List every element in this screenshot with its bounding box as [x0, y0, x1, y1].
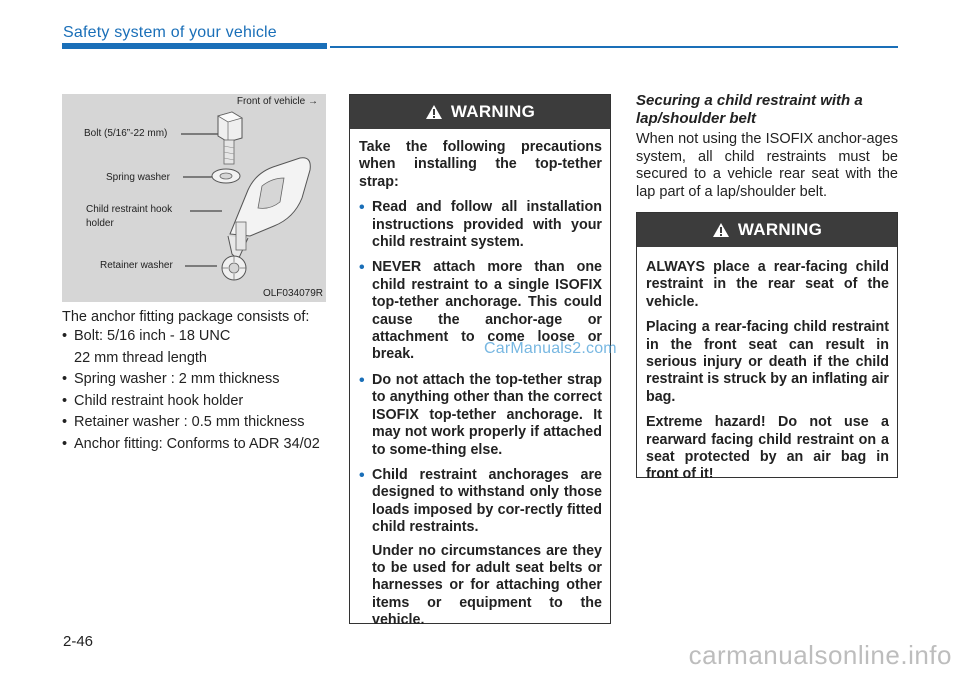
warning-paragraph: Placing a rear-facing child restraint in the front seat can result in serious injury or death if the child restraint is struck by an inflating air bag.	[646, 319, 889, 405]
warning-intro: Take the following precautions when installing the top-tether strap:	[359, 139, 602, 190]
list-item-subtext: 22 mm thread length	[74, 349, 207, 366]
warning-bullet: • Child restraint anchorages are designed to withstand only those loads imposed by cor-rectly fitted child restraints.	[359, 467, 602, 537]
warning-body	[350, 129, 610, 638]
warning-bullets	[359, 199, 602, 536]
anchor-package-intro: The anchor fitting package consists of:	[62, 309, 310, 325]
list-item-text: Bolt: 5/16 inch - 18 UNC	[74, 328, 231, 344]
list-item-text: Child restraint hook holder	[74, 392, 244, 409]
list-item-text: Retainer washer : 0.5 mm thickness	[74, 414, 305, 430]
section-title: Safety system of your vehicle	[63, 24, 277, 41]
retainer-washer-label: Retainer washer	[100, 260, 173, 271]
header-rule-thin	[330, 46, 898, 48]
warning-title: WARNING	[737, 220, 823, 239]
hook-holder-label-line2: holder	[86, 218, 114, 229]
list-item	[62, 436, 326, 454]
list-item-text: Spring washer : 2 mm thickness	[74, 371, 280, 387]
list-item	[62, 371, 326, 389]
watermark-corner: carmanualsonline.info	[688, 640, 952, 670]
warning-header	[637, 213, 897, 247]
warning-triangle-icon	[712, 222, 730, 238]
list-item	[62, 393, 326, 411]
warning-title: WARNING	[450, 102, 536, 121]
anchor-package-list	[62, 328, 326, 457]
rear-facing-warning-box	[636, 212, 898, 483]
warning-body	[637, 247, 897, 492]
bolt-label: Bolt (5/16”-22 mm)	[84, 128, 168, 139]
page-number: 2-46	[63, 633, 94, 650]
spring-washer-label: Spring washer	[106, 172, 170, 183]
warning-bullet: • Read and follow all installation instructions provided with your child restraint system.	[359, 199, 602, 251]
figure-code: OLF034079R	[262, 288, 323, 299]
warning-header	[350, 95, 610, 129]
list-item	[62, 414, 326, 432]
warning-triangle-icon	[425, 104, 443, 120]
warning-paragraph: Extreme hazard! Do not use a rearward facing child restraint on a seat protected by an air bag in front of it!	[646, 414, 889, 483]
subsection-text: When not using the ISOFIX anchor-ages system, all child restraints must be secured to a vehicle rear seat with the lap part of a lap/shoulder belt.	[636, 131, 898, 200]
warning-paragraph: ALWAYS place a rear-facing child restraint in the rear seat of the vehicle.	[646, 259, 889, 310]
header-rule-thick	[62, 43, 327, 49]
hook-holder-label-line1: Child restraint hook	[86, 204, 173, 215]
front-of-vehicle-label: Front of vehicle →	[236, 96, 318, 107]
warning-bullet: • NEVER attach more than one child restraint to a single ISOFIX top-tether anchorage. This could cause the anchor-age or attachment to come loose or break.	[359, 259, 602, 363]
list-item	[62, 328, 326, 367]
watermark-center: CarManuals2.com	[484, 340, 617, 357]
anchor-fitting-figure	[62, 94, 326, 302]
warning-closing: Under no circumstances are they to be used for adult seat belts or harnesses or for attaching other items or equipment to the vehicle.	[372, 542, 602, 629]
list-item-text: Anchor fitting: Conforms to ADR 34/02	[74, 435, 320, 452]
warning-bullet: • Do not attach the top-tether strap to anything other than the correct ISOFIX top-tether anchorage. It may not work properly if attached to some-thing else.	[359, 372, 602, 459]
tether-warning-box	[349, 94, 611, 629]
subsection-title: Securing a child restraint with a lap/shoulder belt	[636, 92, 863, 127]
